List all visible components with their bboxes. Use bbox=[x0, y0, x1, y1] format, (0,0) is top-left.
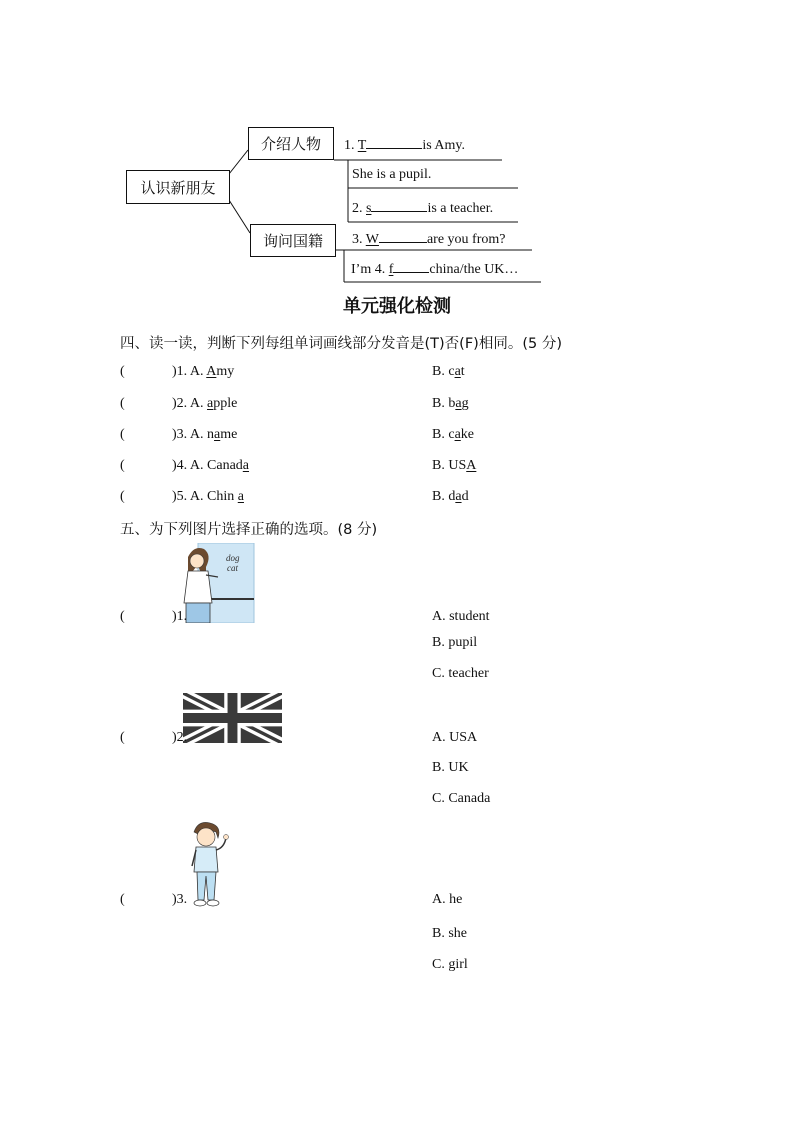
mind-map-line-2 bbox=[352, 167, 431, 183]
item-number: )4. bbox=[172, 458, 188, 473]
board-word-dog: dog bbox=[226, 553, 240, 563]
line-5-prefix: I’m 4. bbox=[351, 262, 386, 277]
line-1-letter: T bbox=[357, 138, 367, 153]
q5-3-number: )3. bbox=[172, 892, 188, 907]
blank-3[interactable] bbox=[379, 230, 427, 243]
line-4-letter: W bbox=[365, 232, 379, 247]
center-node-label: 认识新朋友 bbox=[140, 178, 216, 197]
mind-map-branch-introduce bbox=[248, 127, 334, 160]
option-a: A. Chin a bbox=[189, 489, 244, 504]
question-5-1 bbox=[120, 609, 187, 625]
section-4-item bbox=[120, 364, 234, 380]
mind-map-line-4 bbox=[352, 230, 506, 248]
line-4-number: 3. bbox=[352, 232, 363, 247]
q5-3-option-c: C. girl bbox=[432, 957, 468, 972]
q5-2-option-b: B. UK bbox=[432, 760, 469, 775]
line-4-rest: are you from? bbox=[426, 232, 506, 247]
item-number: )2. bbox=[172, 396, 188, 411]
option-b: B. bag bbox=[432, 396, 469, 411]
q5-1-option-b: B. pupil bbox=[432, 635, 478, 650]
section-4-heading: 四、读一读，判断下列每组单词画线部分发音是(T)否(F)相同。(5 分) bbox=[120, 336, 562, 352]
teacher-picture bbox=[180, 543, 256, 623]
option-a: A. Amy bbox=[189, 364, 235, 379]
answer-paren[interactable]: ( bbox=[120, 489, 125, 504]
item-number: )5. bbox=[172, 489, 188, 504]
section-4-item bbox=[120, 489, 244, 505]
mind-map-branch-nationality bbox=[250, 224, 336, 257]
q5-2-option-c: C. Canada bbox=[432, 791, 491, 806]
q5-1-number: )1. bbox=[172, 609, 188, 624]
question-5-2 bbox=[120, 730, 187, 746]
answer-paren[interactable]: ( bbox=[120, 427, 125, 442]
q5-2-option-a: A. USA bbox=[432, 730, 478, 745]
item-number: )1. bbox=[172, 364, 188, 379]
option-b: B. cat bbox=[432, 364, 465, 379]
option-a: A. Canada bbox=[189, 458, 250, 473]
line-5-letter: f bbox=[388, 262, 394, 277]
blank-4[interactable] bbox=[393, 260, 429, 273]
answer-paren-q5-3[interactable]: ( bbox=[120, 892, 125, 907]
mind-map-line-3 bbox=[352, 199, 493, 217]
line-2-text: She is a pupil. bbox=[352, 167, 432, 182]
branch-nationality-label: 询问国籍 bbox=[262, 232, 323, 250]
section-4-item bbox=[120, 427, 237, 443]
option-b: B. dad bbox=[432, 489, 469, 504]
branch-introduce-label: 介绍人物 bbox=[260, 135, 321, 153]
board-word-cat: cat bbox=[227, 563, 238, 573]
mind-map-center-node bbox=[126, 170, 230, 204]
line-5-rest: china/the UK… bbox=[429, 262, 519, 277]
answer-paren-q5-1[interactable]: ( bbox=[120, 609, 125, 624]
answer-paren[interactable]: ( bbox=[120, 364, 125, 379]
line-3-rest: is a teacher. bbox=[427, 201, 494, 216]
section-5-heading: 五、为下列图片选择正确的选项。(8 分) bbox=[120, 522, 378, 538]
boy-picture bbox=[186, 820, 232, 908]
answer-paren-q5-2[interactable]: ( bbox=[120, 730, 125, 745]
item-number: )3. bbox=[172, 427, 188, 442]
blank-1[interactable] bbox=[366, 136, 422, 149]
q5-2-number: )2. bbox=[172, 730, 188, 745]
option-b: B. USA bbox=[432, 458, 477, 473]
option-b: B. cake bbox=[432, 427, 474, 442]
line-1-number: 1. bbox=[344, 138, 355, 153]
line-1-rest: is Amy. bbox=[422, 138, 465, 153]
page-title: 单元强化检测 bbox=[343, 296, 451, 317]
q5-1-option-c: C. teacher bbox=[432, 666, 489, 681]
line-3-number: 2. bbox=[352, 201, 363, 216]
blank-2[interactable] bbox=[371, 199, 427, 212]
section-4-item bbox=[120, 396, 237, 412]
option-a: A. apple bbox=[189, 396, 238, 411]
q5-1-option-a: A. student bbox=[432, 609, 490, 624]
uk-flag-picture bbox=[183, 693, 282, 743]
line-3-letter: s bbox=[366, 201, 372, 216]
mind-map-line-5 bbox=[351, 260, 518, 278]
answer-paren[interactable]: ( bbox=[120, 396, 125, 411]
q5-3-option-b: B. she bbox=[432, 926, 467, 941]
answer-paren[interactable]: ( bbox=[120, 458, 125, 473]
option-a: A. name bbox=[189, 427, 238, 442]
mind-map-line-1 bbox=[344, 136, 465, 154]
question-5-3 bbox=[120, 892, 187, 908]
q5-3-option-a: A. he bbox=[432, 892, 463, 907]
section-4-item bbox=[120, 458, 249, 474]
